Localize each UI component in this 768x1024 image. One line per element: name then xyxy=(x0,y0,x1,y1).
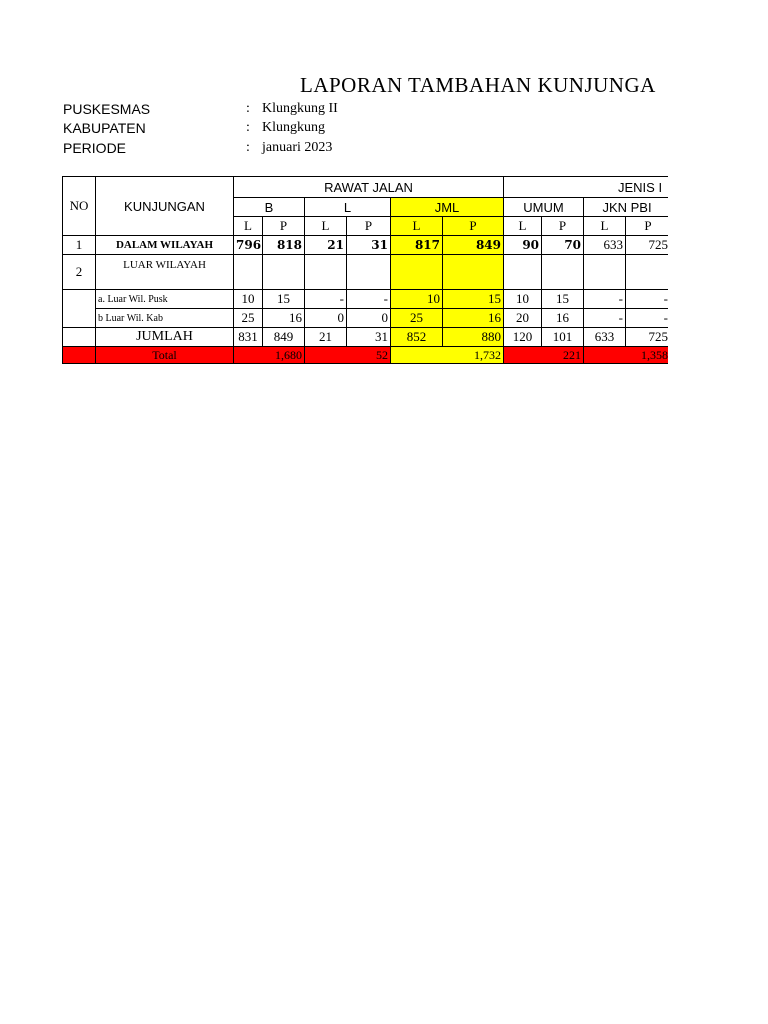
cell: 52 xyxy=(305,347,391,364)
cell: 633 xyxy=(584,328,626,347)
cell: 1,680 xyxy=(234,347,305,364)
cell: 1,358 xyxy=(584,347,668,364)
report-title: LAPORAN TAMBAHAN KUNJUNGA xyxy=(300,73,656,97)
kunjungan-header: KUNJUNGAN xyxy=(96,177,234,236)
cell: 16 xyxy=(542,309,584,328)
cell: 25 xyxy=(391,309,443,328)
cell: 70 xyxy=(542,236,584,255)
cell: 221 xyxy=(504,347,584,364)
row-label: a. Luar Wil. Pusk xyxy=(96,290,234,309)
cell: 818 xyxy=(263,236,305,255)
cell: 90 xyxy=(504,236,542,255)
cell: 31 xyxy=(347,236,391,255)
jml-header: JML xyxy=(391,198,504,217)
row-luar-wil-kab xyxy=(63,309,669,328)
cell: 15 xyxy=(542,290,584,309)
jkn-pbi-header: JKN PBI xyxy=(584,198,668,217)
colon: : xyxy=(246,120,250,135)
cell: - xyxy=(584,309,626,328)
cell: 796 xyxy=(234,236,263,255)
row-label: Total xyxy=(96,347,234,364)
l-subheader: L xyxy=(584,217,626,236)
cell: 21 xyxy=(305,328,347,347)
l-subheader: L xyxy=(504,217,542,236)
cell: 0 xyxy=(347,309,391,328)
cell: - xyxy=(626,309,668,328)
p-subheader: P xyxy=(626,217,668,236)
cell xyxy=(234,255,263,290)
cell: 120 xyxy=(504,328,542,347)
l-subheader: L xyxy=(391,217,443,236)
header-row-1 xyxy=(63,177,669,198)
cell xyxy=(63,347,96,364)
cell: 10 xyxy=(504,290,542,309)
cell: 10 xyxy=(234,290,263,309)
cell: 725 xyxy=(626,328,668,347)
cell: 849 xyxy=(443,236,504,255)
cell: 15 xyxy=(263,290,305,309)
p-subheader: P xyxy=(347,217,391,236)
rawat-jalan-header: RAWAT JALAN xyxy=(234,177,504,198)
visit-table xyxy=(62,176,668,366)
l-subheader: L xyxy=(305,217,347,236)
cell: 852 xyxy=(391,328,443,347)
l-header: L xyxy=(305,198,391,217)
cell: 16 xyxy=(443,309,504,328)
cell xyxy=(391,255,443,290)
cell xyxy=(443,255,504,290)
cell: 817 xyxy=(391,236,443,255)
cell: 10 xyxy=(391,290,443,309)
cell: 31 xyxy=(347,328,391,347)
cell xyxy=(542,255,584,290)
kabupaten-label: KABUPATEN xyxy=(63,120,146,136)
colon: : xyxy=(246,140,250,155)
cell xyxy=(504,255,542,290)
cell: 20 xyxy=(504,309,542,328)
cell: - xyxy=(305,290,347,309)
periode-label: PERIODE xyxy=(63,140,127,156)
cell: 831 xyxy=(234,328,263,347)
cell: - xyxy=(347,290,391,309)
puskesmas-value: Klungkung II xyxy=(262,101,338,116)
no-header: NO xyxy=(63,177,96,236)
row-label: DALAM WILAYAH xyxy=(96,236,234,255)
cell: 725 xyxy=(626,236,668,255)
row-no: 2 xyxy=(63,255,96,290)
umum-header: UMUM xyxy=(504,198,584,217)
cell xyxy=(305,255,347,290)
p-subheader: P xyxy=(443,217,504,236)
kabupaten-value: Klungkung xyxy=(262,120,325,135)
cell: 15 xyxy=(443,290,504,309)
cell: - xyxy=(584,290,626,309)
row-label: b Luar Wil. Kab xyxy=(96,309,234,328)
cell: 25 xyxy=(234,309,263,328)
b-header: B xyxy=(234,198,305,217)
jenis-header: JENIS I xyxy=(504,177,668,198)
p-subheader: P xyxy=(263,217,305,236)
cell: 21 xyxy=(305,236,347,255)
cell: 633 xyxy=(584,236,626,255)
l-subheader: L xyxy=(234,217,263,236)
cell: 101 xyxy=(542,328,584,347)
cell: 849 xyxy=(263,328,305,347)
puskesmas-label: PUSKESMAS xyxy=(63,101,151,117)
row-label: LUAR WILAYAH xyxy=(96,255,234,290)
row-label: JUMLAH xyxy=(96,328,234,347)
cell: 0 xyxy=(305,309,347,328)
row-luar-wilayah xyxy=(63,255,669,290)
cell xyxy=(626,255,668,290)
periode-value: januari 2023 xyxy=(262,140,333,155)
row-total xyxy=(63,347,669,364)
cell xyxy=(263,255,305,290)
cell xyxy=(347,255,391,290)
cell xyxy=(584,255,626,290)
row-luar-wil-pusk xyxy=(63,290,669,309)
cell: 1,732 xyxy=(391,347,504,364)
colon: : xyxy=(246,101,250,116)
cell xyxy=(63,328,96,347)
row-no: 1 xyxy=(63,236,96,255)
cell: 880 xyxy=(443,328,504,347)
cell: 16 xyxy=(263,309,305,328)
cell: - xyxy=(626,290,668,309)
cell xyxy=(63,290,96,328)
row-jumlah xyxy=(63,328,669,347)
row-dalam-wilayah xyxy=(63,236,669,255)
p-subheader: P xyxy=(542,217,584,236)
